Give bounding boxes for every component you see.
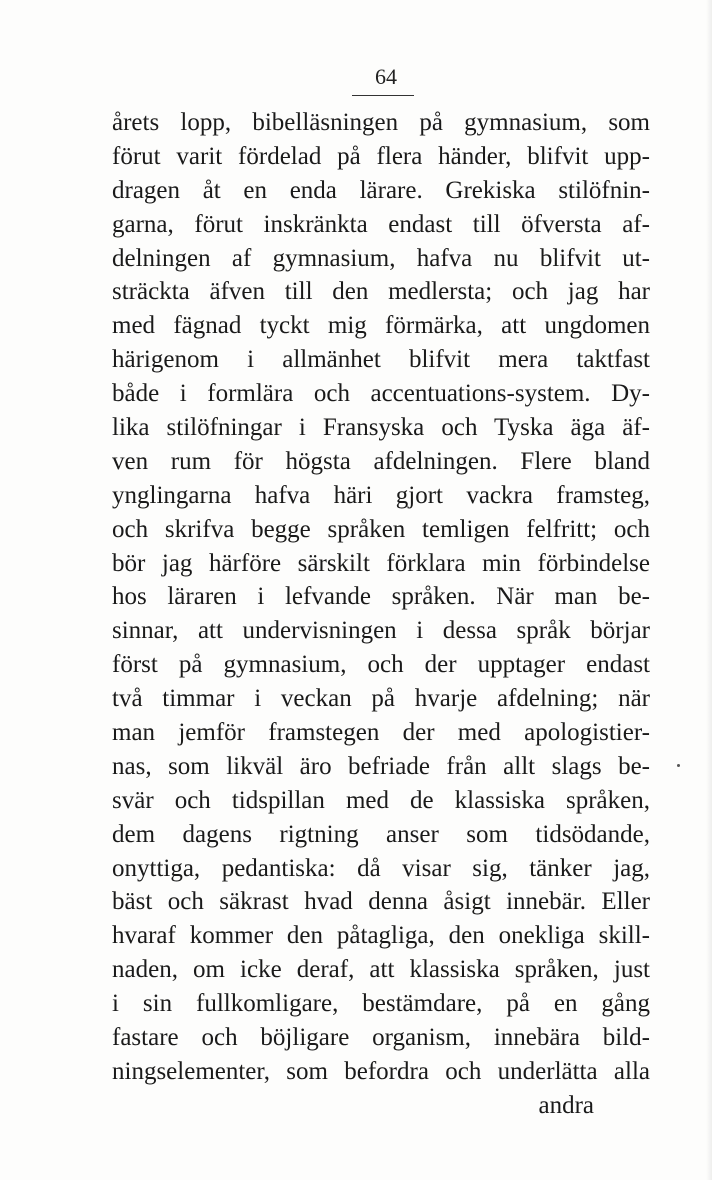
text-line: först på gymnasium, och der upptager endast	[112, 651, 650, 679]
text-line: bäst och säkrast hvad denna åsigt innebär. Eller	[112, 888, 650, 916]
text-line: ningselementer, som befordra och underlätta alla	[112, 1057, 650, 1085]
text-line: dragen åt en enda lärare. Grekiska stilöfnin-	[112, 176, 650, 204]
text-line: med fägnad tyckt mig förmärka, att ungdomen	[112, 312, 650, 340]
text-line: nas, som likväl äro befriade från allt slags be-	[112, 752, 650, 780]
text-line: årets lopp, bibelläsningen på gymnasium, som	[112, 109, 650, 136]
text-line: i sin fullkomligare, bestämdare, på en gång	[112, 990, 650, 1018]
text-line: två timmar i veckan på hvarje afdelning; när	[112, 685, 650, 713]
text-line: onyttiga, pedantiska: då visar sig, tänker jag,	[112, 854, 650, 882]
text-line: hvaraf kommer den påtagliga, den onekliga skill-	[112, 922, 650, 950]
text-line: garna, förut inskränkta endast till öfversta af-	[112, 210, 650, 238]
text-line: härigenom i allmänhet blifvit mera taktfast	[112, 346, 650, 374]
text-line: delningen af gymnasium, hafva nu blifvit ut-	[112, 244, 650, 272]
text-line: fastare och böjligare organism, innebära bild-	[112, 1024, 650, 1052]
text-line: svär och tidspillan med de klassiska språken,	[112, 786, 650, 814]
text-line: dem dagens rigtning anser som tidsödande,	[112, 820, 650, 848]
margin-mark	[677, 764, 680, 767]
text-line: lika stilöfningar i Fransyska och Tyska äga äf-	[112, 414, 650, 442]
text-line: både i formlära och accentuations-system. Dy-	[112, 380, 650, 408]
body-text	[112, 106, 650, 1123]
text-line: förut varit fördelad på flera händer, blifvit upp-	[112, 142, 650, 170]
text-line: ynglingarna hafva häri gjort vackra framsteg,	[112, 481, 650, 509]
catchword-line: andra	[538, 1091, 594, 1119]
text-line: bör jag härföre särskilt förklara min förbindelse	[112, 549, 650, 577]
text-line: sinnar, att undervisningen i dessa språk börjar	[112, 617, 650, 645]
page-edge-shadow	[706, 0, 712, 1180]
header-rule	[352, 95, 414, 96]
text-line: sträckta äfven till den medlersta; och jag har	[112, 278, 650, 306]
text-line: hos läraren i lefvande språken. När man be-	[112, 583, 650, 611]
text-line: man jemför framstegen der med apologistier-	[112, 719, 650, 747]
text-line: ven rum för högsta afdelningen. Flere bland	[112, 447, 650, 475]
text-line: och skrifva begge språken temligen felfritt; och	[112, 515, 650, 543]
page-number: 64	[375, 64, 397, 89]
text-line: naden, om icke deraf, att klassiska språken, just	[112, 956, 650, 984]
